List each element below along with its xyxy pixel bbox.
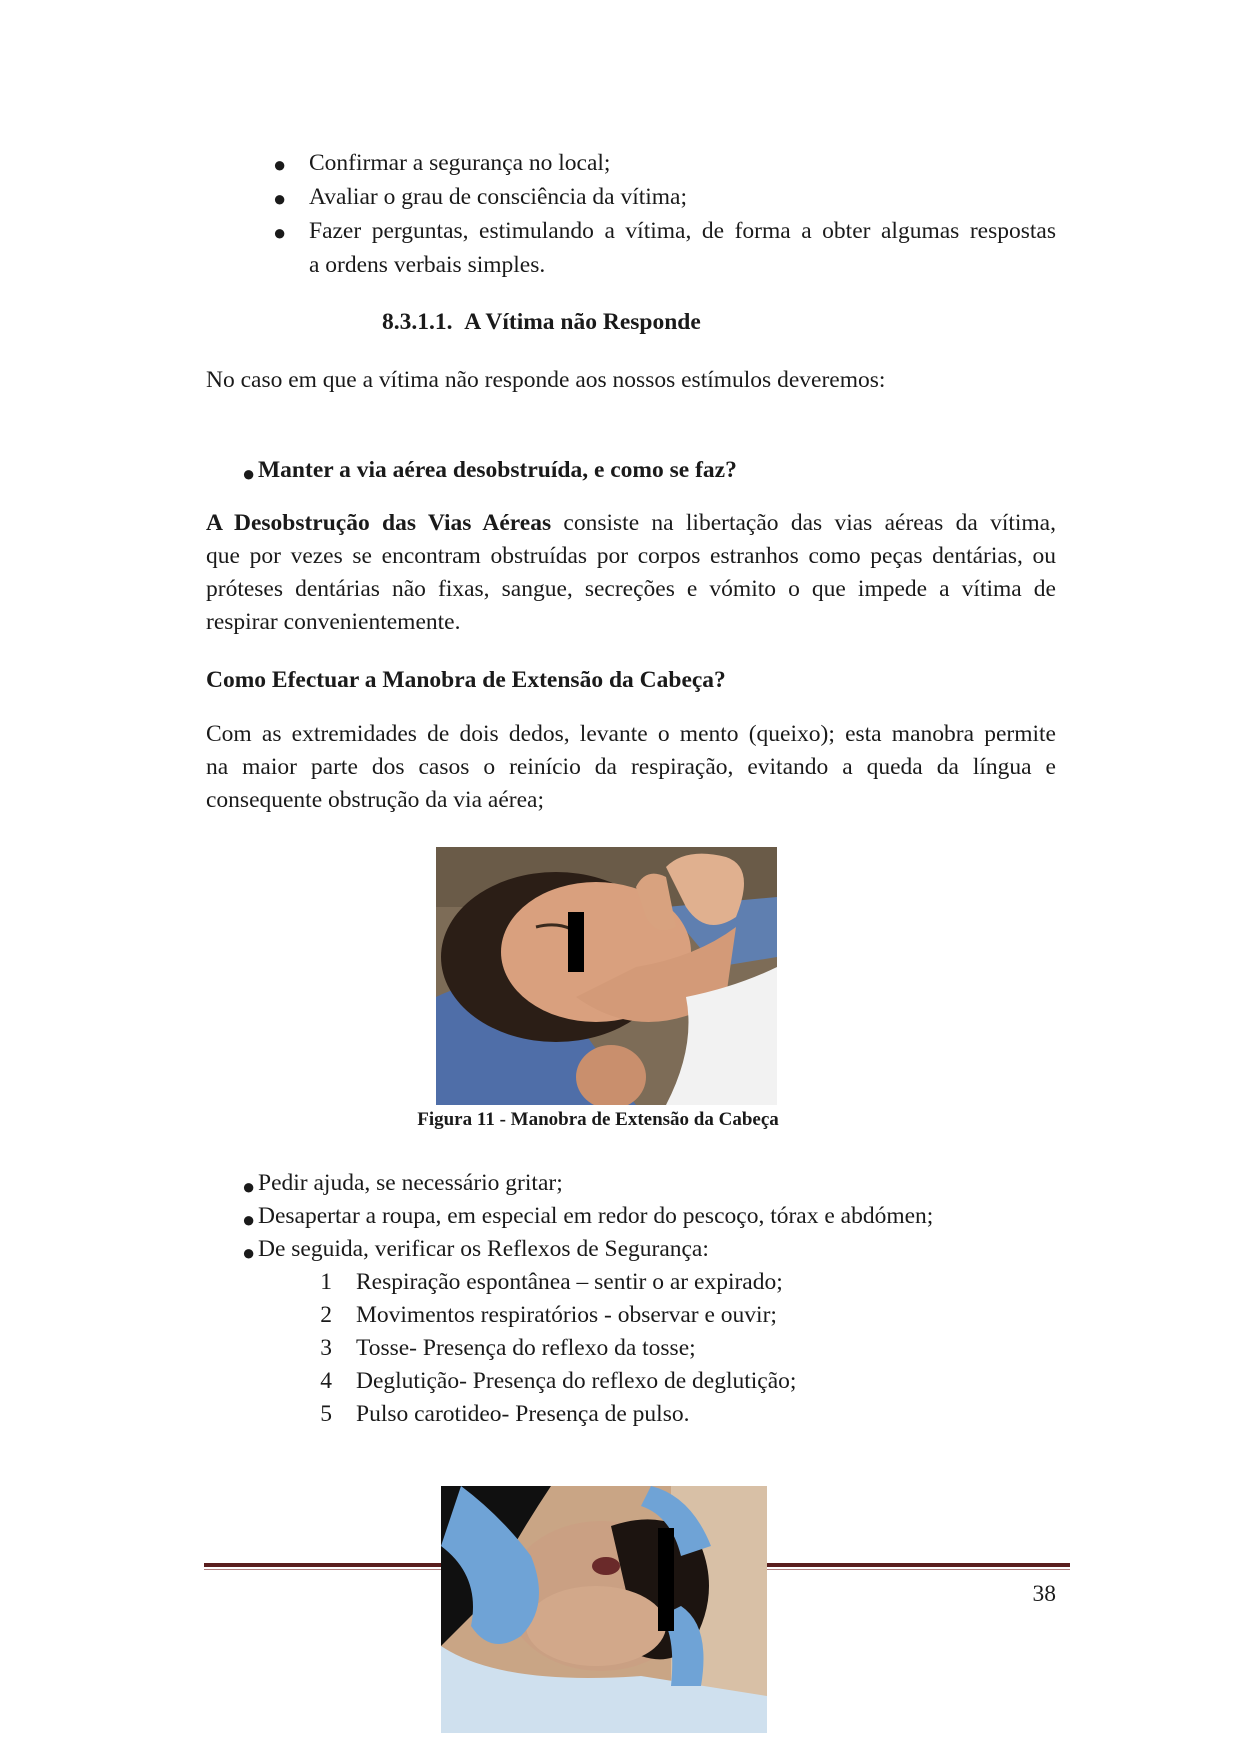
bullet-icon: ● bbox=[242, 1174, 256, 1199]
intro-bullet-2: Avaliar o grau de consciência da vítima; bbox=[309, 184, 688, 210]
reflex-text: Respiração espontânea – sentir o ar expirado; bbox=[356, 1269, 783, 1295]
bullet-icon: ● bbox=[242, 461, 256, 486]
reflex-text: Movimentos respiratórios - observar e ouvir; bbox=[356, 1302, 777, 1328]
reflex-number: 4 bbox=[320, 1368, 332, 1394]
bullet-icon: ● bbox=[242, 1207, 256, 1232]
reflex-text: Pulso carotideo- Presença de pulso. bbox=[356, 1401, 690, 1427]
bullet-icon: ● bbox=[273, 220, 287, 245]
jaw-thrust-illustration bbox=[441, 1486, 767, 1733]
action-bullet-1: Pedir ajuda, se necessário gritar; bbox=[258, 1170, 563, 1196]
reflex-number: 1 bbox=[320, 1269, 332, 1295]
airway-bullet: Manter a via aérea desobstruída, e como se faz? bbox=[258, 457, 737, 483]
manobra-line-1: Com as extremidades de dois dedos, levante o mento (queixo); esta manobra permite bbox=[206, 721, 1056, 747]
reflex-number: 5 bbox=[320, 1401, 332, 1427]
manobra-heading: Como Efectuar a Manobra de Extensão da Cabeça? bbox=[206, 667, 726, 693]
head-extension-illustration bbox=[436, 847, 777, 1105]
intro-bullet-3: Fazer perguntas, estimulando a vítima, de forma a obter algumas respostas bbox=[309, 218, 1056, 244]
section-heading bbox=[382, 306, 701, 339]
manobra-line-3: consequente obstrução da via aérea; bbox=[206, 787, 544, 813]
desobstrucao-line-3: próteses dentárias não fixas, sangue, secreções e vómito o que impede a vítima de bbox=[206, 576, 1056, 602]
figure-caption: Figura 11 - Manobra de Extensão da Cabeça bbox=[417, 1109, 779, 1130]
desobstrucao-line-1 bbox=[206, 507, 1056, 540]
jaw-thrust-photo bbox=[441, 1486, 767, 1733]
manobra-line-2: na maior parte dos casos o reinício da respiração, evitando a queda da língua e bbox=[206, 754, 1056, 780]
reflex-text: Deglutição- Presença do reflexo de deglutição; bbox=[356, 1368, 797, 1394]
intro-bullet-1: Confirmar a segurança no local; bbox=[309, 150, 611, 176]
section-number: 8.3.1.1. bbox=[382, 309, 453, 335]
page-number: 38 bbox=[1032, 1581, 1056, 1607]
action-bullet-3: De seguida, verificar os Reflexos de Segurança: bbox=[258, 1236, 709, 1262]
section-title: A Vítima não Responde bbox=[464, 309, 701, 335]
action-bullet-2: Desapertar a roupa, em especial em redor do pescoço, tórax e abdómen; bbox=[258, 1203, 934, 1229]
intro-paragraph: No caso em que a vítima não responde aos nossos estímulos deveremos: bbox=[206, 367, 886, 393]
reflex-text: Tosse- Presença do reflexo da tosse; bbox=[356, 1335, 696, 1361]
desobstrucao-term: A Desobstrução das Vias Aéreas bbox=[206, 510, 552, 536]
desobstrucao-line-4: respirar convenientemente. bbox=[206, 609, 461, 635]
desobstrucao-text-1: consiste na libertação das vias aéreas da vítima, bbox=[563, 510, 1056, 536]
bullet-icon: ● bbox=[273, 186, 287, 211]
desobstrucao-line-2: que por vezes se encontram obstruídas por corpos estranhos como peças dentárias, ou bbox=[206, 543, 1056, 569]
reflex-number: 3 bbox=[320, 1335, 332, 1361]
reflex-number: 2 bbox=[320, 1302, 332, 1328]
head-extension-photo bbox=[436, 847, 777, 1105]
intro-bullet-3-cont: a ordens verbais simples. bbox=[309, 252, 546, 278]
bullet-icon: ● bbox=[242, 1240, 256, 1265]
bullet-icon: ● bbox=[273, 152, 287, 177]
